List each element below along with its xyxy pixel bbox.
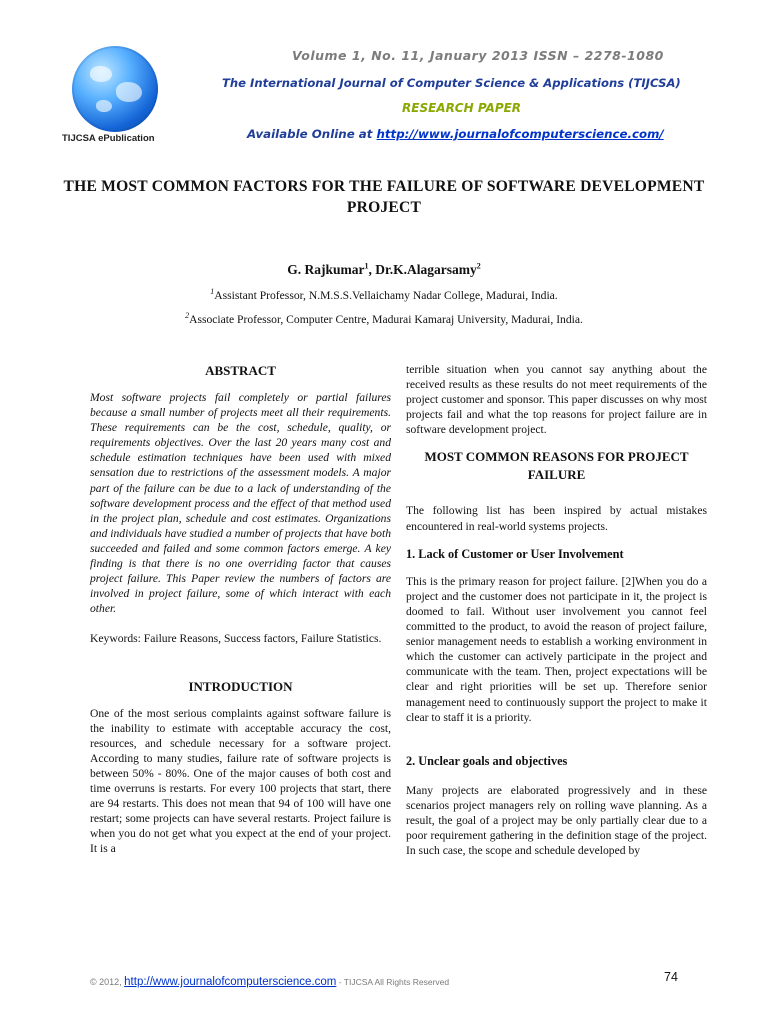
- reason-1-text: This is the primary reason for project failure. [2]When you do a project and the customer does not participate in it, the project is doomed to fail. Without user involvement you cannot feel committed to the product, to avoid the reason of project failure, senior management needs to establish a working environment in which the customer can actively participate in the project and communicate with the team. Then, project expectations will be clear and right priorities will be set up. Therefore senior management need to continuously support the project to make it clear to staff it is a priority.: [406, 574, 707, 724]
- keywords: Keywords: Failure Reasons, Success factors, Failure Statistics.: [90, 632, 382, 646]
- author-2: Dr.K.Alagarsamy: [375, 262, 477, 277]
- available-prefix: Available Online at: [247, 127, 377, 141]
- introduction-continued-text: terrible situation when you cannot say anything about the received results as these results do not meet requirements of the project customer and sponsor. This paper discusses on why most projects fail and what the top reasons for project failure are in software development project.: [406, 363, 707, 437]
- reasons-heading: MOST COMMON REASONS FOR PROJECT FAILURE: [424, 449, 689, 483]
- paper-title: THE MOST COMMON FACTORS FOR THE FAILURE OF SOFTWARE DEVELOPMENT PROJECT: [63, 178, 705, 216]
- author-2-sup: 2: [476, 261, 481, 271]
- abstract-text: Most software projects fail completely or partial failures because a small number of projects meet all their requirements. These requirements can be the cost, schedule, quality, or requirements objectives. Over the last 20 years many cost and schedule estimation techniques have been used with mixed sensation due to restrictions of the assessment models. A major part of the failure can be due to a lack of understanding of the software development process and the effect of that method used in the project plan, schedule and cost estimates. Organizations and individuals have studied a number of projects that have both succeeded and failed and some common factors emerge. A key finding is that there is no one overriding factor that causes project failure. This Paper review the numbers of factors are involved in project failure, some of which interact with each other.: [90, 391, 391, 616]
- globe-icon: [72, 46, 158, 132]
- footer-rights: - TIJCSA All Rights Reserved: [336, 977, 450, 987]
- abstract-heading: ABSTRACT: [205, 363, 276, 378]
- right-column: [406, 362, 707, 858]
- reason-2-text: Many projects are elaborated progressively and in these scenarios project managers rely on rolling wave planning. As a result, the goal of a project may be only partially clear due to a poor requirement gathering in the definition stage of the project. In such case, the scope and schedule developed by: [406, 783, 707, 858]
- page-number: 74: [664, 970, 678, 984]
- introduction-text: One of the most serious complaints against software failure is the inability to estimate with acceptable accuracy the cost, resources, and schedule necessary for a software project. According to many studies, failure rate of software projects is between 50% - 80%. One of the major causes of both cost and time overruns is restarts. For every 100 projects that start, there are 94 restarts. This does not mean that 94 of 100 will have one restart; some projects can have several restarts. Project failure is when you do not get what you expect at the end of your project. It is a: [90, 706, 391, 856]
- introduction-heading: INTRODUCTION: [188, 678, 293, 694]
- reason-2-title: 2. Unclear goals and objectives: [406, 753, 568, 768]
- author-separator: ,: [368, 262, 376, 277]
- author-line: [60, 262, 708, 278]
- left-column: [90, 362, 391, 856]
- reason-1-title: 1. Lack of Customer or User Involvement: [406, 546, 624, 561]
- footer-url-link[interactable]: http://www.journalofcomputerscience.com: [124, 976, 337, 988]
- affiliation-2: [60, 313, 708, 326]
- affiliation-2-text: Associate Professor, Computer Centre, Madurai Kamaraj University, Madurai, India.: [189, 313, 583, 326]
- journal-url-link[interactable]: http://www.journalofcomputerscience.com/: [376, 127, 664, 141]
- affiliation-2-sup: 2: [185, 311, 190, 321]
- logo-caption: TIJCSA ePublication: [62, 133, 155, 144]
- journal-name: The International Journal of Computer Science & Applications (TIJCSA): [222, 76, 681, 90]
- journal-logo: [58, 40, 178, 150]
- author-1: G. Rajkumar: [287, 262, 365, 277]
- footer-copyright: © 2012,: [90, 977, 125, 987]
- affiliation-1: [60, 289, 708, 302]
- available-online-line: [247, 127, 664, 141]
- affiliation-1-sup: 1: [210, 287, 215, 297]
- author-1-sup: 1: [364, 261, 369, 271]
- paper-type-label: RESEARCH PAPER: [402, 101, 522, 115]
- volume-line: Volume 1, No. 11, January 2013 ISSN – 2278-1080: [292, 48, 664, 63]
- affiliation-1-text: Assistant Professor, N.M.S.S.Vellaichamy Nadar College, Madurai, India.: [214, 289, 558, 302]
- reasons-intro-text: The following list has been inspired by actual mistakes encountered in real-world systems projects.: [406, 504, 707, 533]
- page-footer: [90, 972, 680, 990]
